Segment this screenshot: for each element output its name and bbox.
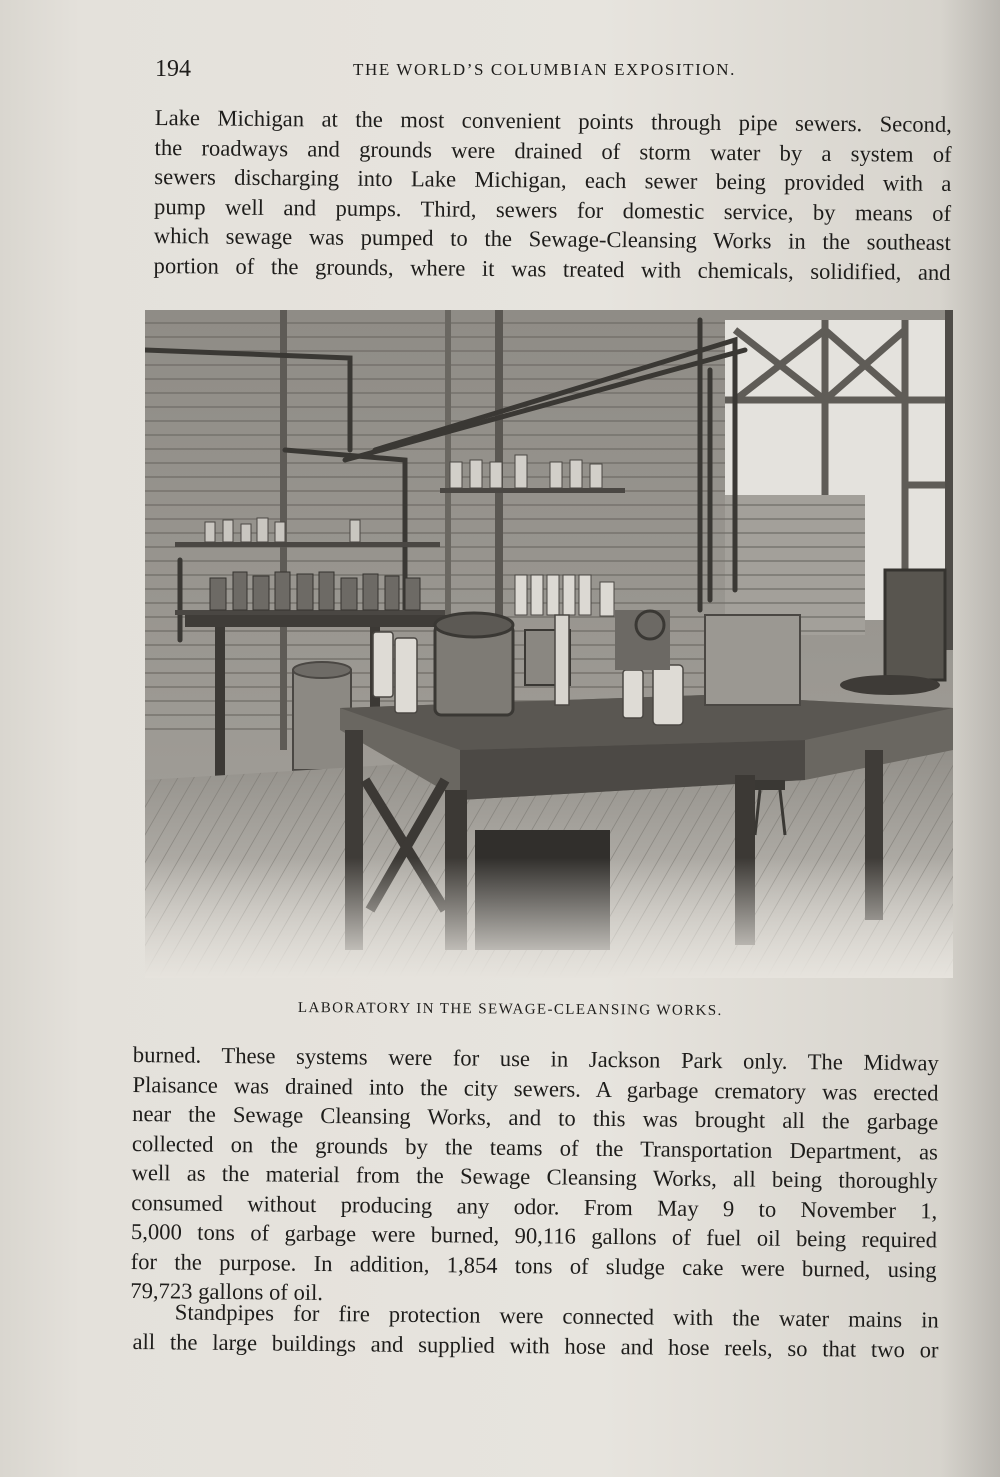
paragraph-top	[153, 103, 952, 287]
text-line: Plaisance was drained into the city sewers. A garbage crematory was erected	[132, 1071, 939, 1105]
laboratory-photograph	[145, 310, 953, 978]
text-line: Lake Michigan at the most convenient points through pipe sewers. Second,	[154, 104, 952, 137]
text-line: near the Sewage Cleansing Works, and to this was brought all the garbage	[132, 1100, 939, 1135]
text-line: 5,000 tons of garbage were burned, 90,116 gallons of fuel oil being required	[130, 1218, 938, 1253]
text-line: well as the material from the Sewage Cleansing Works, all being thoroughly	[131, 1159, 938, 1194]
paragraph-last	[132, 1297, 939, 1364]
text-line: the roadways and grounds were drained of storm water by a system of	[154, 134, 952, 167]
running-title: THE WORLD’S COLUMBIAN EXPOSITION.	[353, 60, 737, 79]
text-line: collected on the grounds by the teams of the Transportation Department, as	[131, 1130, 939, 1164]
page-number: 194	[155, 56, 191, 82]
text-line: pump well and pumps. Third, sewers for domestic service, by means of	[153, 193, 952, 226]
text-line: 79,723 gallons of oil.	[130, 1277, 324, 1306]
text-line: portion of the grounds, where it was treated with chemicals, solidified, and	[153, 252, 951, 285]
text-line: for the purpose. In addition, 1,854 tons of sludge cake were burned, using	[130, 1248, 937, 1282]
text-line: which sewage was pumped to the Sewage-Cleansing Works in the southeast	[153, 222, 951, 255]
text-line: sewers discharging into Lake Michigan, each sewer being provided with a	[154, 163, 952, 196]
running-head	[155, 56, 955, 86]
text-line: consumed without producing any odor. From May 9 to November 1,	[131, 1189, 938, 1223]
text-line: all the large buildings and supplied with hose and hose reels, so that two or	[132, 1328, 939, 1362]
text-line: burned. These systems were for use in Jackson Park only. The Midway	[132, 1041, 939, 1076]
paragraph-bottom	[130, 1040, 939, 1314]
figure-caption: LABORATORY IN THE SEWAGE-CLEANSING WORKS.	[297, 1000, 723, 1019]
text-line: Standpipes for fire protection were connected with the water mains in	[174, 1299, 939, 1333]
